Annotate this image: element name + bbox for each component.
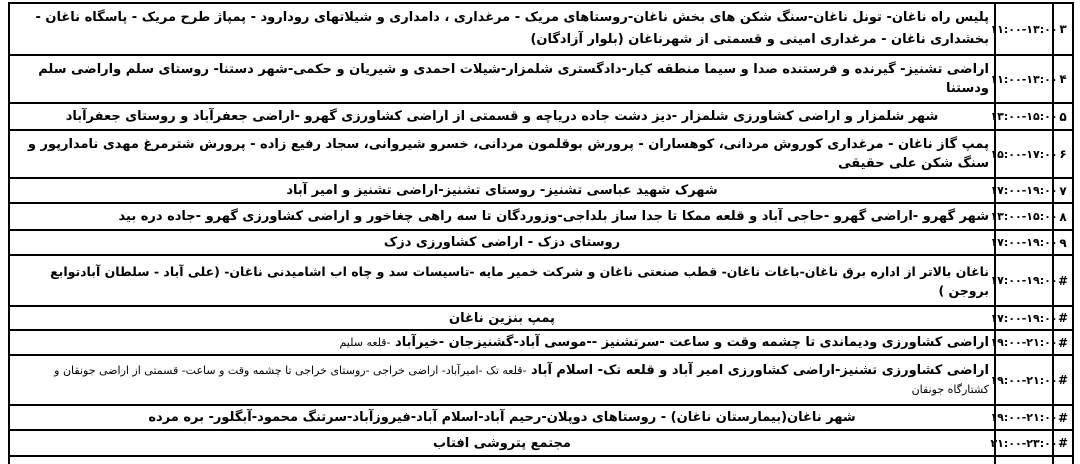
outage-areas-text: مجتمع پتروشی افتاب <box>433 435 571 451</box>
time-range-text: ۲۱:۰۰-۲۳:۰۰ <box>990 436 1058 450</box>
time-range-cell <box>990 307 1058 329</box>
outage-areas-cell <box>10 356 994 404</box>
outage-areas-text: اراضی کشاورزی ودیماندی تا چشمه وقت و ساعت -سرتشنیز --موسی آباد-گشنیزجان -خیرآباد <box>390 335 989 350</box>
table-row <box>10 179 1072 204</box>
table-row <box>10 256 1072 307</box>
row-number-cell <box>1054 406 1072 429</box>
time-range-cell <box>990 231 1058 254</box>
outage-areas-text: شهرک شهید عباسی تشنیز- روستای تشنیز-اراضی تشنیز و امیر آباد <box>286 183 718 198</box>
time-range-cell <box>990 256 1058 305</box>
row-number-text: ۷ <box>1059 183 1067 198</box>
outage-areas-text-small: -قلعه سلیم <box>339 336 391 349</box>
row-number-cell <box>1054 356 1072 404</box>
row-number-cell <box>1054 104 1072 129</box>
outage-areas-text: پمپ گاز ناغان - مرغداری کوروش مردانی، کوهساران - پرورش بوقلمون مردانی، خسرو شیروانی، سجاد رفیع زاده - پرورش شترمرغ مهدی نامدارپور و سنگ شکن علی حقیقی <box>27 137 989 171</box>
row-number-text: # <box>1057 410 1069 425</box>
outage-areas-cell <box>10 331 994 354</box>
outage-areas-text: شهر ناغان(بیمارستان ناغان) - روستاهای دوپلان-رحیم آباد-اسلام آباد-فیروزآباد-سرتنگ محمود-آبگلور- بره مرده <box>148 410 856 425</box>
row-number-text: # <box>1057 335 1069 350</box>
time-range-cell <box>990 131 1058 177</box>
outage-areas-text-small: -قلعه تک -امیرآباد- اراضی خراجی -روستای خراجی تا چشمه وقت و ساعت- قسمتی از اراضی جونقان و کشتارگاه جونقان <box>54 364 989 396</box>
outage-areas-cell <box>10 4 994 54</box>
row-number-text: ۶ <box>1059 147 1067 161</box>
time-range-text: ۱۵:۰۰-۱۷:۰۰ <box>990 147 1058 161</box>
row-number-cell <box>1054 256 1072 305</box>
outage-areas-cell <box>10 179 994 202</box>
outage-areas-cell <box>10 431 994 455</box>
row-number-text: # <box>1057 311 1069 325</box>
table-row <box>10 131 1072 179</box>
time-range-cell <box>990 204 1058 229</box>
row-number-cell <box>1054 331 1072 354</box>
time-range-text: ۱۹:۰۰-۲۱:۰۰ <box>990 411 1058 424</box>
outage-areas-cell <box>10 457 994 464</box>
row-number-cell <box>1054 231 1072 254</box>
time-range-text: ۱۷:۰۰-۱۹:۰۰ <box>990 236 1058 249</box>
time-range-text: ۱۹:۰۰-۲۱:۰۰ <box>990 373 1058 387</box>
outage-areas-cell <box>10 131 994 177</box>
row-number-text: ۳ <box>1059 22 1067 36</box>
table-row <box>10 104 1072 131</box>
time-range-cell <box>990 356 1058 404</box>
outage-areas-cell <box>10 104 994 129</box>
table-row <box>10 204 1072 231</box>
time-range-cell <box>994 457 1054 464</box>
row-number-text: ۵ <box>1059 109 1067 124</box>
outage-areas-text: ناغان بالاتر از اداره برق ناغان-باغات ناغان- قطب صنعتی ناغان و شرکت خمیر مایه -تاسیسات سد و چاه اب اشامیدنی ناغان- (علی آباد - سلطان آبادتوابع بروجن ) <box>50 263 989 298</box>
row-number-text: # <box>1057 436 1069 450</box>
outage-areas-text: اراضی کشاورزی تشنیز-اراضی کشاورزی امیر آباد و قلعه تک- اسلام آباد <box>526 363 989 378</box>
outage-areas-text: اراضی تشنیز- گیرنده و فرستنده صدا و سیما منطقه کیار-دادگستری شلمزار-شیلات احمدی و شیریان و حکمی-شهر دستنا- روستای سلم واراضی سلم ودستنا <box>38 62 989 96</box>
time-range-text: ۱۱:۰۰-۱۳:۰۰ <box>990 22 1058 36</box>
row-number-cell <box>1054 179 1072 202</box>
row-number-cell <box>1054 56 1072 102</box>
time-range-cell <box>990 431 1058 455</box>
table-row <box>10 431 1072 457</box>
table-row <box>10 4 1072 56</box>
table-row <box>10 307 1072 331</box>
time-range-text: ۱۷:۰۰-۱۹:۰۰ <box>990 311 1058 325</box>
row-number-text: ۸ <box>1059 209 1067 224</box>
outage-areas-text: شهر شلمزار و اراضی کشاورزی شلمزار -دیز دشت جاده دریاچه و قسمتی از اراضی کشاورزی گهرو -اراضی جعفرآباد و روستای جعفرآباد <box>65 109 939 124</box>
outage-areas-cell <box>10 204 994 229</box>
time-range-cell <box>990 406 1058 429</box>
outage-areas-text: پمپ بنزین ناغان <box>449 310 555 326</box>
time-range-text: ۱۷:۰۰-۱۹:۰۰ <box>990 274 1058 287</box>
time-range-cell <box>990 179 1058 202</box>
table-row <box>10 231 1072 256</box>
outage-areas-cell <box>10 406 994 429</box>
row-number-cell <box>1054 131 1072 177</box>
time-range-text: ۱۹:۰۰-۲۱:۰۰ <box>990 336 1058 349</box>
time-range-cell <box>990 56 1058 102</box>
time-range-text: ۱۳:۰۰-۱۵:۰۰ <box>990 110 1058 123</box>
table-row <box>10 331 1072 356</box>
row-number-cell <box>1054 4 1072 54</box>
row-number-text: ۹ <box>1059 235 1067 250</box>
row-number-text: ۴ <box>1059 72 1067 86</box>
row-number-text: # <box>1057 373 1069 387</box>
table-row <box>10 56 1072 104</box>
row-number-cell <box>1054 307 1072 329</box>
table-row-partial <box>10 457 1072 464</box>
row-number-cell <box>1054 204 1072 229</box>
time-range-cell <box>990 4 1058 54</box>
time-range-text: ۱۳:۰۰-۱۵:۰۰ <box>990 210 1058 223</box>
time-range-text: ۱۷:۰۰-۱۹:۰۰ <box>990 184 1058 197</box>
outage-areas-text: روستای دزک - اراضی کشاورزی دزک <box>383 235 621 250</box>
outage-areas-text: پلیس راه ناغان- تونل ناغان-سنگ شکن های بخش ناغان-روستاهای مریک - مرغداری ، دامداری و شیلاتهای رودارود - پمپاژ طرح مریک - پاسگاه ناغان - بخشداری ناغان - مرغداری امینی و قسمتی از شهرناغان (بلوار آزادگان) <box>35 10 989 47</box>
outage-areas-cell <box>10 307 994 329</box>
time-range-cell <box>990 104 1058 129</box>
table-row <box>10 406 1072 431</box>
outage-schedule-table <box>8 2 1074 464</box>
outage-areas-cell <box>10 256 994 305</box>
row-number-cell <box>1054 431 1072 455</box>
time-range-cell <box>990 331 1058 354</box>
row-number-cell <box>1054 457 1072 464</box>
outage-areas-cell <box>10 56 994 102</box>
outage-areas-text: شهر گهرو -اراضی گهرو -حاجی آباد و قلعه ممکا تا جدا ساز بلداجی-وزوردگان تا سه راهی چغاخور و اراضی کشاورزی گهرو -جاده دره بید <box>118 209 989 224</box>
table-row <box>10 356 1072 406</box>
outage-areas-cell <box>10 231 994 254</box>
row-number-text: # <box>1057 273 1069 288</box>
time-range-text: ۱۱:۰۰-۱۳:۰۰ <box>990 72 1058 86</box>
